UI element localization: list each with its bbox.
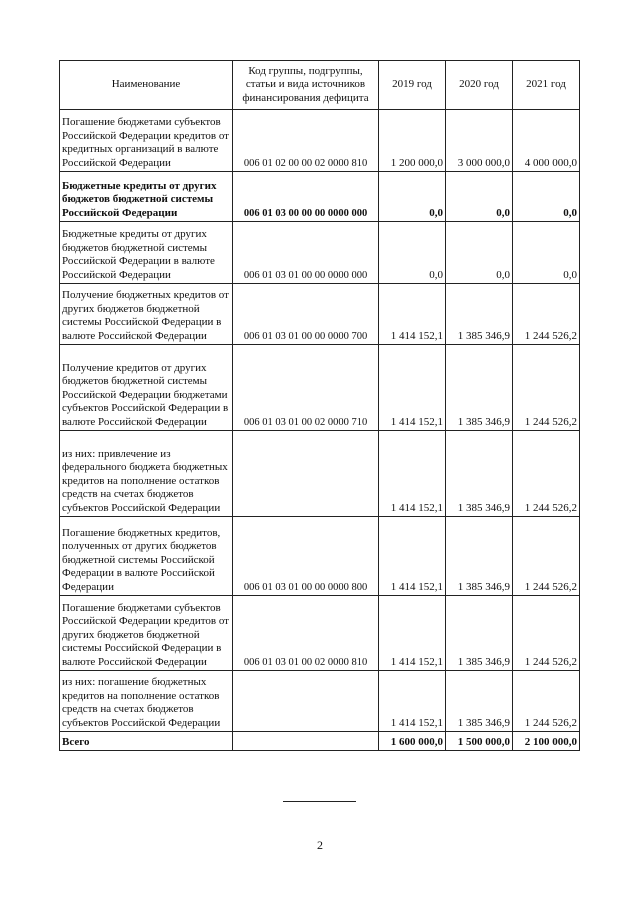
cell-y2020: 1 385 346,9 xyxy=(446,284,513,345)
cell-name: Погашение бюджетами субъектов Российской Федерации кредитов от кредитных организаций в валюте Российской Федерации xyxy=(60,110,233,172)
cell-name: Погашение бюджетных кредитов, полученных от других бюджетов бюджетной системы Российской Федерации в валюте Российской Федерации xyxy=(60,517,233,596)
cell-code: 006 01 03 01 00 00 0000 700 xyxy=(233,284,379,345)
cell-code: 006 01 03 01 00 00 0000 800 xyxy=(233,517,379,596)
cell-y2019: 1 200 000,0 xyxy=(379,110,446,172)
cell-y2021: 1 244 526,2 xyxy=(513,284,580,345)
cell-y2020: 1 385 346,9 xyxy=(446,431,513,517)
cell-y2021: 2 100 000,0 xyxy=(513,732,580,751)
cell-y2019: 0,0 xyxy=(379,222,446,284)
cell-name: Всего xyxy=(60,732,233,751)
cell-code: 006 01 02 00 00 02 0000 810 xyxy=(233,110,379,172)
cell-y2019: 1 414 152,1 xyxy=(379,345,446,431)
cell-y2021: 1 244 526,2 xyxy=(513,431,580,517)
cell-y2020: 1 385 346,9 xyxy=(446,596,513,671)
cell-name: из них: погашение бюджетных кредитов на пополнение остатков средств на счетах бюджетов субъектов Российской Федерации xyxy=(60,671,233,732)
cell-y2019: 1 414 152,1 xyxy=(379,671,446,732)
table-row xyxy=(60,110,580,172)
separator-line xyxy=(283,801,356,802)
cell-y2021: 0,0 xyxy=(513,222,580,284)
header-2021: 2021 год xyxy=(513,61,580,110)
cell-y2021: 1 244 526,2 xyxy=(513,671,580,732)
cell-name: Получение кредитов от других бюджетов бюджетной системы Российской Федерации бюджетами субъектов Российской Федерации в валюте Российской Федерации xyxy=(60,345,233,431)
cell-name: Бюджетные кредиты от других бюджетов бюджетной системы Российской Федерации xyxy=(60,172,233,222)
table-row xyxy=(60,517,580,596)
cell-y2020: 1 385 346,9 xyxy=(446,345,513,431)
cell-code xyxy=(233,732,379,751)
cell-y2021: 1 244 526,2 xyxy=(513,596,580,671)
header-2019: 2019 год xyxy=(379,61,446,110)
table-row xyxy=(60,284,580,345)
cell-y2019: 1 414 152,1 xyxy=(379,517,446,596)
cell-y2019: 1 414 152,1 xyxy=(379,284,446,345)
cell-code: 006 01 03 01 00 00 0000 000 xyxy=(233,222,379,284)
cell-code: 006 01 03 01 00 02 0000 710 xyxy=(233,345,379,431)
page-number: 2 xyxy=(317,838,323,852)
cell-code: 006 01 03 00 00 00 0000 000 xyxy=(233,172,379,222)
table-row xyxy=(60,596,580,671)
table-row xyxy=(60,172,580,222)
cell-name: Получение бюджетных кредитов от других бюджетов бюджетной системы Российской Федерации в валюте Российской Федерации xyxy=(60,284,233,345)
cell-y2020: 1 500 000,0 xyxy=(446,732,513,751)
cell-y2020: 0,0 xyxy=(446,222,513,284)
cell-y2021: 0,0 xyxy=(513,172,580,222)
table-body xyxy=(60,110,580,751)
table-row xyxy=(60,732,580,751)
header-2020: 2020 год xyxy=(446,61,513,110)
cell-y2020: 1 385 346,9 xyxy=(446,671,513,732)
header-code: Код группы, подгруппы, статьи и вида источников финансирования дефицита xyxy=(233,61,379,110)
cell-name: Погашение бюджетами субъектов Российской Федерации кредитов от других бюджетов бюджетной системы Российской Федерации в валюте Российской Федерации xyxy=(60,596,233,671)
budget-sources-table xyxy=(59,60,580,751)
table-row xyxy=(60,345,580,431)
cell-code xyxy=(233,431,379,517)
cell-name: из них: привлечение из федерального бюджета бюджетных кредитов на пополнение остатков средств на счетах бюджетов субъектов Российской Федерации xyxy=(60,431,233,517)
cell-y2019: 1 414 152,1 xyxy=(379,596,446,671)
table-row xyxy=(60,222,580,284)
cell-y2021: 4 000 000,0 xyxy=(513,110,580,172)
cell-y2020: 3 000 000,0 xyxy=(446,110,513,172)
cell-y2020: 0,0 xyxy=(446,172,513,222)
cell-code xyxy=(233,671,379,732)
cell-y2021: 1 244 526,2 xyxy=(513,517,580,596)
cell-name: Бюджетные кредиты от других бюджетов бюджетной системы Российской Федерации в валюте Российской Федерации xyxy=(60,222,233,284)
cell-y2020: 1 385 346,9 xyxy=(446,517,513,596)
table-row xyxy=(60,671,580,732)
table-row xyxy=(60,431,580,517)
table-header-row xyxy=(60,61,580,110)
cell-y2019: 1 414 152,1 xyxy=(379,431,446,517)
cell-y2019: 0,0 xyxy=(379,172,446,222)
cell-y2019: 1 600 000,0 xyxy=(379,732,446,751)
cell-y2021: 1 244 526,2 xyxy=(513,345,580,431)
header-name: Наименование xyxy=(60,61,233,110)
cell-code: 006 01 03 01 00 02 0000 810 xyxy=(233,596,379,671)
